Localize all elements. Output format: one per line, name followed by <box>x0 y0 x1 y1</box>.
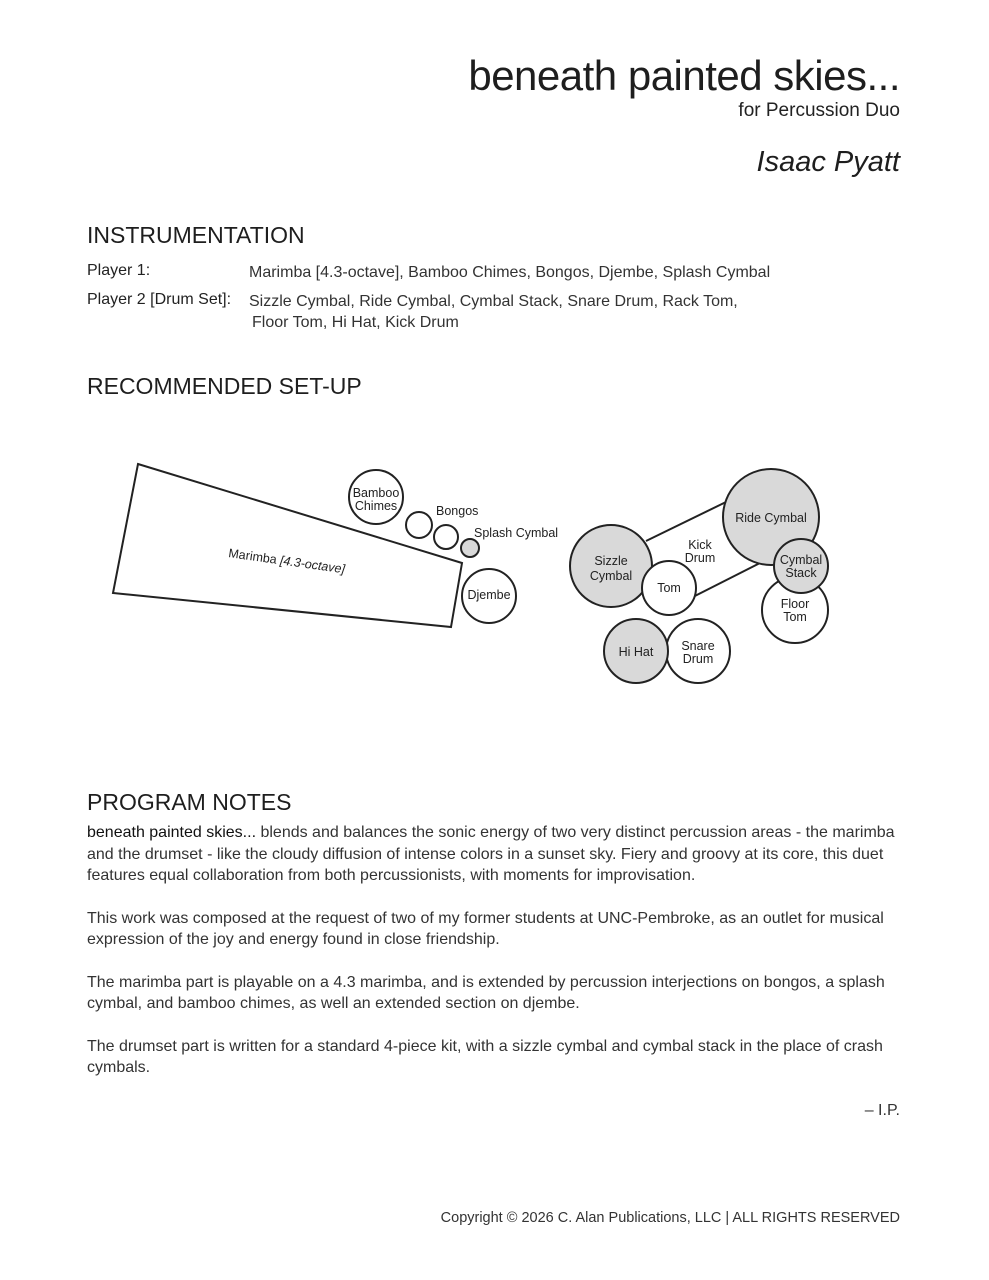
stack-label-line2: Stack <box>785 566 817 580</box>
bongo-2-shape <box>434 525 458 549</box>
player1-instruments: Marimba [4.3-octave], Bamboo Chimes, Bongos, Djembe, Splash Cymbal <box>249 264 771 281</box>
splash-label: Splash Cymbal <box>474 526 559 540</box>
bamboo-label-line1: Bamboo <box>352 486 400 500</box>
player2-label: Player 2 [Drum Set]: <box>87 291 232 308</box>
notes-signature: – I.P. <box>864 1102 900 1119</box>
kick-label-line2: Drum <box>684 551 716 565</box>
marimba-label: Marimba [4.3-octave] <box>227 546 346 577</box>
player2-instruments-line2: Floor Tom, Hi Hat, Kick Drum <box>252 314 459 331</box>
player1-label: Player 1: <box>87 262 151 279</box>
player1-row <box>87 262 887 286</box>
floor-label-line2: Tom <box>783 610 807 624</box>
floor-label-line1: Floor <box>780 597 810 611</box>
splash-cymbal-shape <box>461 539 479 557</box>
player2-row <box>87 291 887 337</box>
sizzle-label-line2: Cymbal <box>589 569 633 583</box>
snare-label-line1: Snare <box>681 639 715 653</box>
setup-heading: RECOMMENDED SET-UP <box>87 373 362 399</box>
program-notes-heading: PROGRAM NOTES <box>87 789 292 815</box>
stack-label-line1: Cymbal <box>779 553 823 567</box>
ride-label: Ride Cymbal <box>735 511 807 525</box>
kick-label-line1: Kick <box>688 538 712 552</box>
bongo-1-shape <box>406 512 432 538</box>
program-notes-body <box>87 822 902 1100</box>
notes-paragraph-1: beneath painted skies... blends and balances the sonic energy of two very distinct percussion areas - the marimba and the drumset - like the cloudy diffusion of intense colors in a sunset sky. Fiery and groovy at its core, this duet features equal collaboration from both percussionists, with moments for improvisation. <box>87 824 895 884</box>
notes-paragraph-4: The drumset part is written for a standard 4-piece kit, with a sizzle cymbal and cymbal stack in the place of crash cymbals. <box>87 1037 883 1076</box>
djembe-label: Djembe <box>467 588 511 602</box>
copyright-notice: Copyright © 2026 C. Alan Publications, LLC | ALL RIGHTS RESERVED <box>440 1210 900 1226</box>
hihat-label: Hi Hat <box>618 645 654 659</box>
bamboo-label-line2: Chimes <box>354 499 398 513</box>
snare-label-line2: Drum <box>682 652 714 666</box>
instrumentation-heading: INSTRUMENTATION <box>87 222 305 248</box>
player2-instruments-line1: Sizzle Cymbal, Ride Cymbal, Cymbal Stack, Snare Drum, Rack Tom, <box>249 293 738 310</box>
tom-label: Tom <box>657 581 681 595</box>
piece-title: beneath painted skies... <box>468 52 900 99</box>
notes-paragraph-3: The marimba part is playable on a 4.3 marimba, and is extended by percussion interjections on bongos, a splash cymbal, and bamboo chimes, as well an extended section on djembe. <box>87 973 885 1012</box>
sizzle-label-line1: Sizzle <box>594 554 628 568</box>
piece-subtitle: for Percussion Duo <box>738 100 900 121</box>
bongos-label: Bongos <box>436 504 479 518</box>
setup-diagram <box>0 440 989 730</box>
kick-drum-line-top <box>646 502 726 541</box>
marimba-shape <box>113 464 462 627</box>
composer-name: Isaac Pyatt <box>756 146 900 178</box>
notes-piece-title: beneath painted skies... <box>87 824 257 841</box>
notes-paragraph-2: This work was composed at the request of two of my former students at UNC-Pembroke, as an outlet for musical expression of the joy and energy found in close friendship. <box>87 909 884 948</box>
